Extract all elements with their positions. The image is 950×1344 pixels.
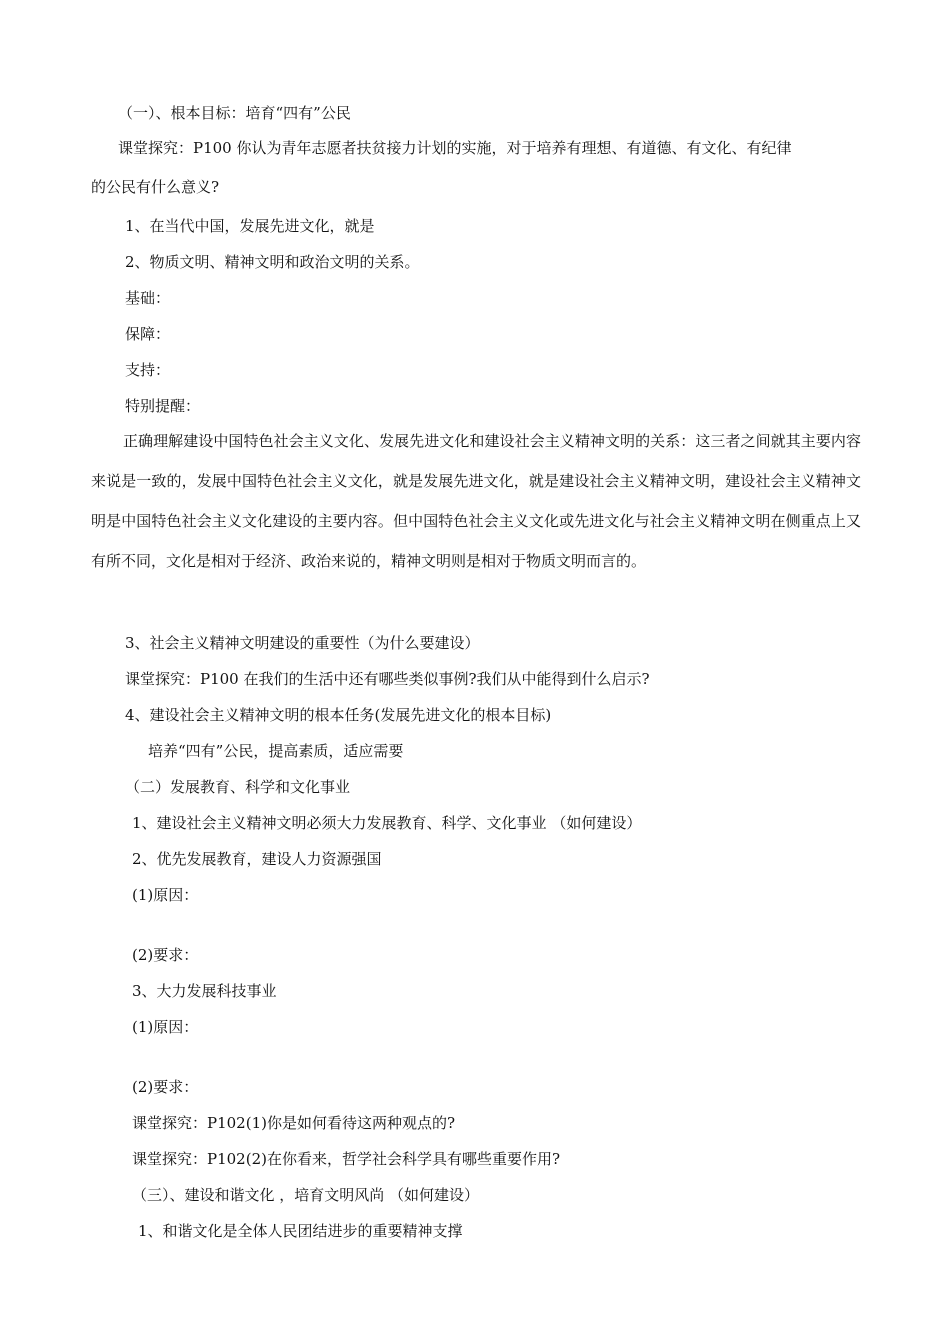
section-heading-1: （一）、根本目标：培育“四有”公民 xyxy=(118,104,351,122)
label-support: 支持： xyxy=(125,361,171,379)
science-reason-label: (1)原因： xyxy=(132,1018,199,1036)
education-reason-label: (1)原因： xyxy=(132,886,199,904)
classroom-inquiry-p102-1: 课堂探究：P102(1)你是如何看待这两种观点的? xyxy=(132,1114,456,1132)
label-foundation: 基础： xyxy=(125,289,171,307)
classroom-inquiry-p102-2: 课堂探究：P102(2)在你看来，哲学社会科学具有哪些重要作用? xyxy=(132,1150,561,1168)
item-1-harmonious-culture: 1、和谐文化是全体人民团结进步的重要精神支撑 xyxy=(138,1222,463,1240)
classroom-inquiry-p100-line1: 课堂探究：P100 你认为青年志愿者扶贫接力计划的实施，对于培养有理想、有道德、有文化、有纪律 xyxy=(118,139,792,157)
label-guarantee: 保障： xyxy=(125,325,171,343)
label-special-reminder: 特别提醒： xyxy=(125,397,201,415)
section-heading-2: （二）发展教育、科学和文化事业 xyxy=(125,778,351,796)
classroom-inquiry-p100-examples: 课堂探究：P100 在我们的生活中还有哪些类似事例?我们从中能得到什么启示? xyxy=(125,670,650,688)
item-3-science-technology: 3、大力发展科技事业 xyxy=(132,982,277,1000)
item-2-prioritize-education: 2、优先发展教育，建设人力资源强国 xyxy=(132,850,382,868)
reminder-paragraph: 正确理解建设中国特色社会主义文化、发展先进文化和建设社会主义精神文明的关系：这三者之间就其主要内容来说是一致的，发展中国特色社会主义文化，就是发展先进文化，就是建设社会主义精神文明，建设社会主义精神文明是中国特色社会主义文化建设的主要内容。但中国特色社会主义文化或先进文化与社会主义精神文明在侧重点上又有所不同，文化是相对于经济、政治来说的，精神文明则是相对于物质文明而言的。 xyxy=(91,432,861,570)
item-4-fundamental-task: 4、建设社会主义精神文明的根本任务(发展先进文化的根本目标) xyxy=(125,706,552,724)
item-1-develop-education-science-culture: 1、建设社会主义精神文明必须大力发展教育、科学、文化事业 （如何建设） xyxy=(132,814,642,832)
classroom-inquiry-p100-line2: 的公民有什么意义? xyxy=(91,178,220,196)
item-3-importance: 3、社会主义精神文明建设的重要性（为什么要建设） xyxy=(125,634,480,652)
science-requirement-label: (2)要求： xyxy=(132,1078,199,1096)
education-requirement-label: (2)要求： xyxy=(132,946,199,964)
item-1-contemporary-china: 1、在当代中国，发展先进文化，就是 xyxy=(125,217,375,235)
section-heading-3: （三）、建设和谐文化 ，培育文明风尚 （如何建设） xyxy=(132,1186,480,1204)
item-2-civilization-relation: 2、物质文明、精神文明和政治文明的关系。 xyxy=(125,253,420,271)
cultivate-four-haves: 培养“四有”公民，提高素质，适应需要 xyxy=(148,742,404,760)
